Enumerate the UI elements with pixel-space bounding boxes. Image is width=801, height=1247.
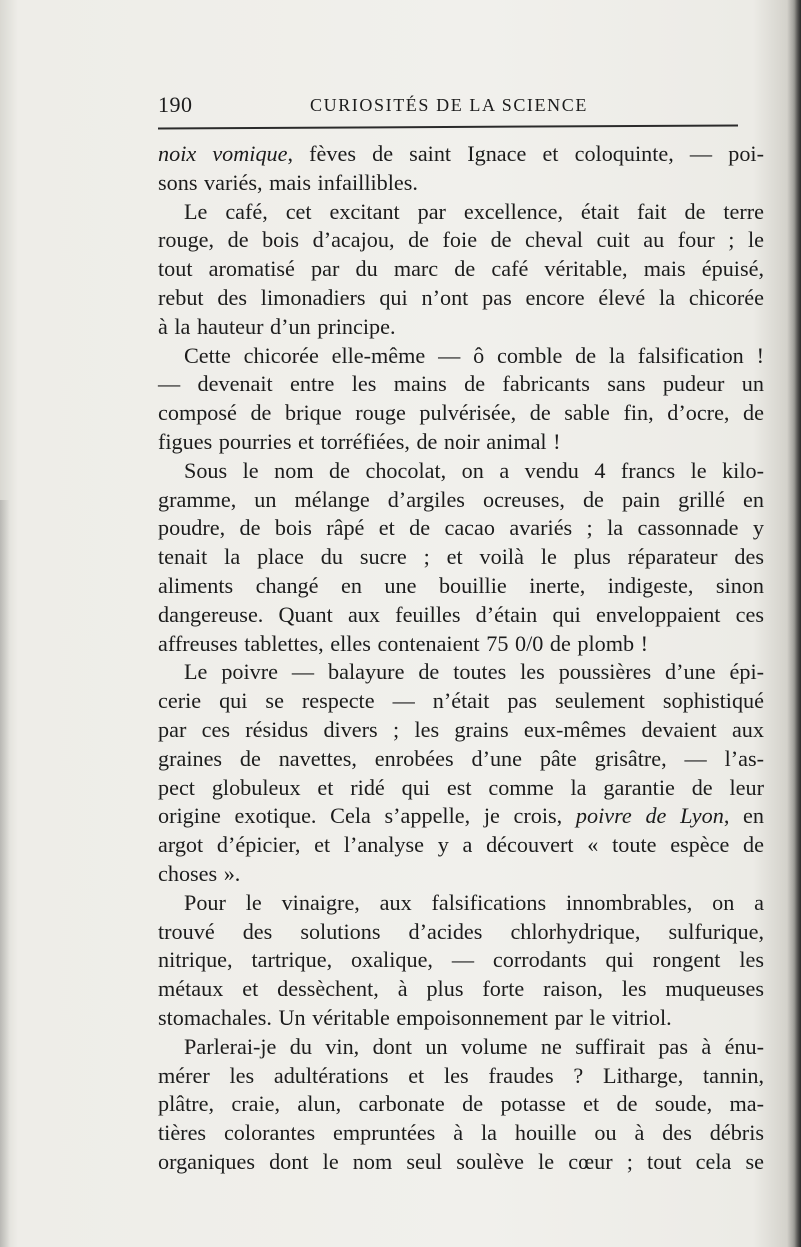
- text-line: plâtre, craie, alun, carbonate de potasse et de soude, ma-: [158, 1091, 764, 1117]
- text-line: sons variés, mais infaillibles.: [158, 169, 418, 195]
- text-segment: , en: [723, 803, 764, 829]
- text-line: [158, 140, 764, 169]
- text-segment: , fèves de saint Ignace et coloquinte, — poi-: [287, 141, 764, 166]
- text-line: organiques dont le nom seul soulève le cœur ; tout cela se: [158, 1148, 764, 1174]
- gutter-shadow: [0, 500, 10, 1247]
- text-line: tenait la place du sucre ; et voilà le plus réparateur des: [158, 544, 764, 570]
- text-line: à la hauteur d’un principe.: [158, 313, 396, 339]
- text-line: Le poivre — balayure de toutes les poussières d’une épi-: [184, 659, 764, 685]
- text-line: figues pourries et torréfiées, de noir animal !: [158, 428, 561, 454]
- text-line: affreuses tablettes, elles contenaient 75 0/0 de plomb !: [158, 630, 649, 656]
- text-line: argot d’épicier, et l’analyse y a découvert « toute espèce de: [158, 832, 764, 858]
- text-line: tières colorantes empruntées à la houille ou à des débris: [158, 1120, 764, 1146]
- text-line: choses ».: [158, 860, 241, 886]
- text-line: nitrique, tartrique, oxalique, — corrodants qui rongent les: [158, 947, 764, 973]
- page-edge-shadow: [787, 0, 801, 1247]
- page-header: [158, 92, 748, 132]
- text-line: métaux et dessèchent, à plus forte raison, les muqueuses: [158, 976, 764, 1002]
- text-line: par ces résidus divers ; les grains eux-mêmes devaient aux: [158, 716, 764, 742]
- body-text: [158, 140, 764, 1177]
- text-line: rebut des limonadiers qui n’ont pas encore élevé la chicorée: [158, 284, 764, 310]
- running-title: CURIOSITÉS DE LA SCIENCE: [310, 95, 588, 115]
- text-line: graines de navettes, enrobées d’une pâte grisâtre, — l’as-: [158, 745, 764, 771]
- text-line: aliments changé en une bouillie inerte, indigeste, sinon: [158, 572, 764, 598]
- text-line: composé de brique rouge pulvérisée, de sable fin, d’ocre, de: [158, 400, 764, 426]
- page-number: 190: [158, 92, 193, 117]
- text-line: dangereuse. Quant aux feuilles d’étain qui enveloppaient ces: [158, 601, 764, 627]
- text-line: cerie qui se respecte — n’était pas seulement sophistiqué: [158, 688, 764, 714]
- text-line: poudre, de bois râpé et de cacao avariés ; la cassonnade y: [158, 515, 764, 541]
- text-line: Cette chicorée elle-même — ô comble de la falsification !: [184, 342, 764, 368]
- text-line: gramme, un mélange d’argiles ocreuses, de pain grillé en: [158, 486, 764, 512]
- text-line: Pour le vinaigre, aux falsifications innombrables, on a: [184, 889, 764, 915]
- text-line: [158, 802, 764, 831]
- text-line: stomachales. Un véritable empoisonnement par le vitriol.: [158, 1004, 672, 1030]
- text-line: tout aromatisé par du marc de café véritable, mais épuisé,: [158, 256, 764, 282]
- text-segment: origine exotique. Cela s’appelle, je crois,: [158, 803, 576, 829]
- text-line: pect globuleux et ridé qui est comme la garantie de leur: [158, 774, 764, 800]
- text-line: rouge, de bois d’acajou, de foie de cheval cuit au four ; le: [158, 227, 764, 253]
- text-line: — devenait entre les mains de fabricants sans pudeur un: [158, 371, 764, 397]
- text-line: trouvé des solutions d’acides chlorhydrique, sulfurique,: [158, 918, 764, 944]
- text-line: Sous le nom de chocolat, on a vendu 4 francs le kilo-: [184, 457, 764, 483]
- text-line: Parlerai-je du vin, dont un volume ne suffirait pas à énu-: [184, 1033, 764, 1059]
- text-segment: poivre de Lyon: [575, 803, 724, 829]
- text-line: Le café, cet excitant par excellence, était fait de terre: [184, 198, 764, 224]
- header-rule: [158, 124, 738, 129]
- text-segment: noix vomique: [158, 141, 288, 166]
- text-line: mérer les adultérations et les fraudes ? Litharge, tannin,: [158, 1062, 764, 1088]
